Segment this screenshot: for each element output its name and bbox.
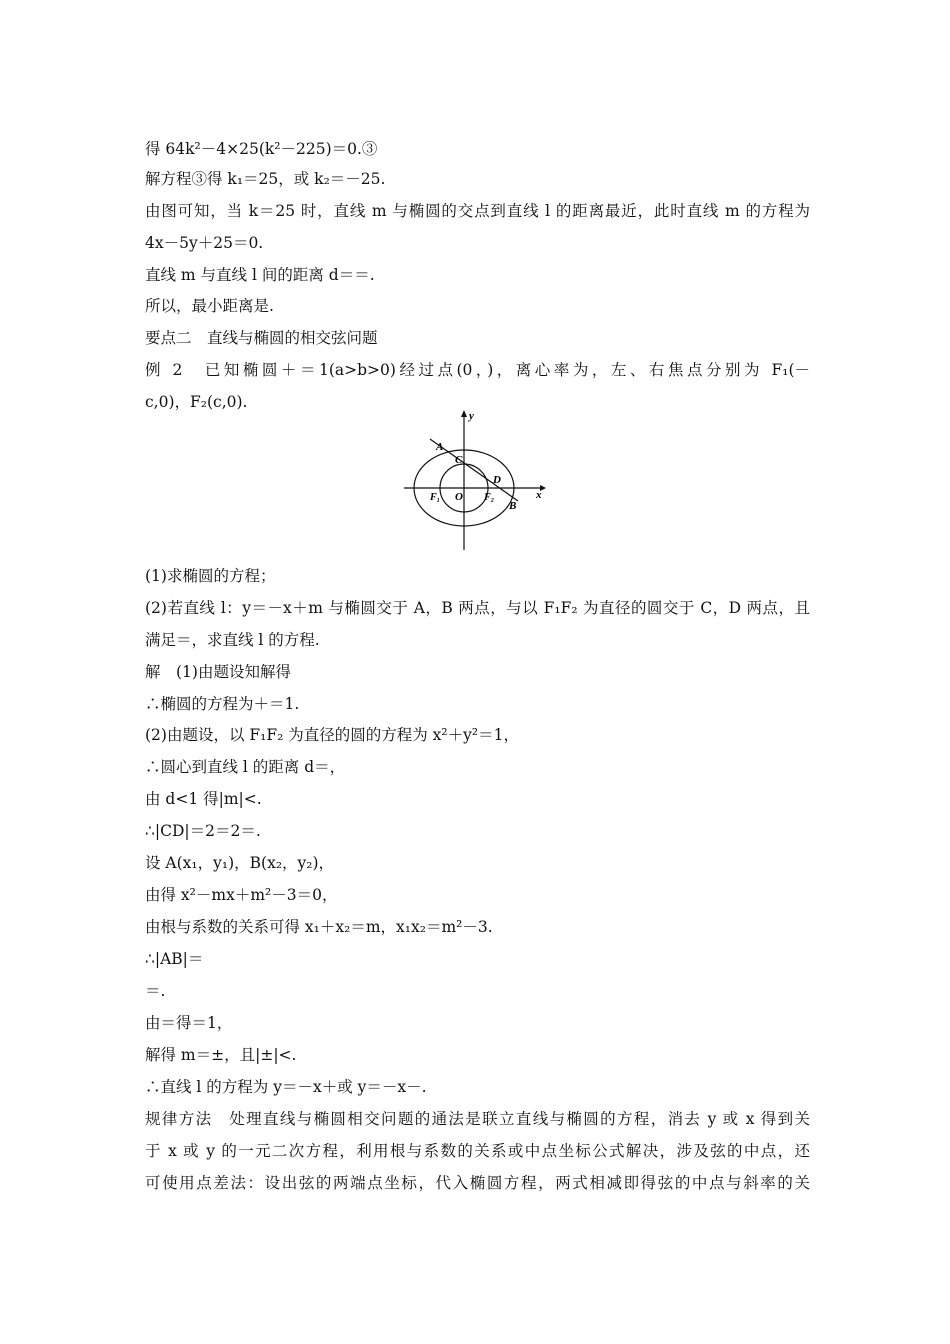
text-line: 得 64k²－4×25(k²－225)＝0.③ bbox=[145, 140, 378, 158]
text-line: 解方程③得 k₁＝25，或 k₂＝－25. bbox=[145, 170, 386, 188]
label-B: B bbox=[509, 500, 517, 512]
text-line: ∴|CD|＝2＝2＝. bbox=[145, 822, 261, 840]
text-line: 由图可知，当 k＝25 时，直线 m 与椭圆的交点到直线 l 的距离最近，此时直线 m 的方程为 bbox=[145, 202, 810, 220]
text-line: 满足＝，求直线 l 的方程. bbox=[145, 631, 320, 649]
text-line: 解得 m＝±，且|±|<. bbox=[145, 1046, 297, 1064]
text-line: 设 A(x₁，y₁)，B(x₂，y₂)， bbox=[145, 854, 335, 872]
text-line: 由根与系数的关系可得 x₁＋x₂＝m，x₁x₂＝m²－3. bbox=[145, 918, 493, 936]
text-line: ＝. bbox=[145, 982, 166, 1000]
text-line: 于 x 或 y 的一元二次方程，利用根与系数的关系或中点坐标公式解决，涉及弦的中点，还 bbox=[145, 1142, 810, 1160]
text-line: 可使用点差法：设出弦的两端点坐标，代入椭圆方程，两式相减即得弦的中点与斜率的关 bbox=[145, 1174, 810, 1192]
text-line: 由得 x²－mx＋m²－3＝0， bbox=[145, 886, 338, 904]
text-line: (2)若直线 l：y＝－x＋m 与椭圆交于 A，B 两点，与以 F₁F₂ 为直径的圆交于 C，D 两点，且 bbox=[145, 599, 810, 617]
label-C: C bbox=[455, 454, 463, 466]
section-heading: 要点二 直线与椭圆的相交弦问题 bbox=[145, 329, 378, 347]
label-D: D bbox=[493, 474, 501, 486]
text-line: 由 d<1 得|m|<. bbox=[145, 790, 262, 808]
text-line: (1)求椭圆的方程； bbox=[145, 567, 276, 585]
label-A: A bbox=[436, 441, 444, 453]
text-line: ∴|AB|＝ bbox=[145, 950, 204, 968]
text-line: ∴直线 l 的方程为 y＝－x＋或 y＝－x－. bbox=[145, 1078, 427, 1096]
y-axis-arrow-icon bbox=[461, 410, 467, 417]
text-line: ∴圆心到直线 l 的距离 d＝， bbox=[145, 758, 346, 776]
label-O: O bbox=[455, 491, 463, 503]
ellipse-circle-figure bbox=[400, 405, 550, 555]
label-x: x bbox=[536, 489, 542, 501]
label-F1: F₁ bbox=[430, 492, 441, 503]
text-line: 由＝得＝1， bbox=[145, 1014, 233, 1032]
text-line: 直线 m 与直线 l 间的距离 d＝＝. bbox=[145, 266, 375, 284]
text-line: 规律方法 处理直线与椭圆相交问题的通法是联立直线与椭圆的方程，消去 y 或 x 得到关 bbox=[145, 1110, 810, 1128]
text-line: ∴椭圆的方程为＋＝1. bbox=[145, 695, 300, 713]
text-line: (2)由题设，以 F₁F₂ 为直径的圆的方程为 x²＋y²＝1， bbox=[145, 726, 519, 744]
label-F2: F₂ bbox=[484, 492, 495, 503]
text-line: 例 2 已知椭圆＋＝1(a>b>0)经过点(0，)，离心率为，左、右焦点分别为 F₁(－ bbox=[145, 361, 810, 379]
text-line: 解 (1)由题设知解得 bbox=[145, 663, 291, 681]
text-line: 所以，最小距离是. bbox=[145, 297, 274, 315]
label-y: y bbox=[469, 410, 474, 422]
text-line: 4x－5y＋25＝0. bbox=[145, 234, 264, 252]
text-line: c,0)，F₂(c,0). bbox=[145, 393, 248, 411]
